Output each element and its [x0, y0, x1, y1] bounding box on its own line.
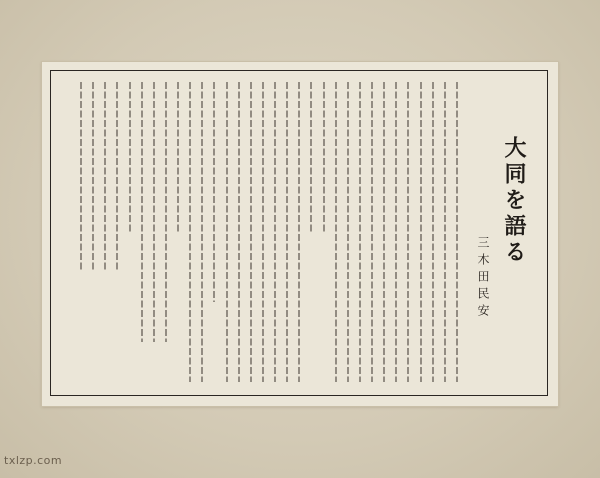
text-column [395, 82, 397, 382]
text-column [226, 82, 228, 382]
text-column [153, 82, 155, 342]
text-column [407, 82, 409, 382]
text-column [444, 82, 446, 382]
text-column [116, 82, 118, 272]
body-text-area [74, 82, 462, 384]
text-column [310, 82, 312, 232]
document-title: 大同を語る [501, 136, 527, 266]
text-column [189, 82, 191, 382]
text-column [420, 82, 422, 382]
text-column [432, 82, 434, 382]
text-column [383, 82, 385, 382]
text-column [80, 82, 82, 272]
text-column [347, 82, 349, 382]
text-column [213, 82, 215, 302]
text-column [250, 82, 252, 382]
text-column [274, 82, 276, 382]
text-column [371, 82, 373, 382]
text-column [177, 82, 179, 232]
text-column [456, 82, 458, 382]
text-column [359, 82, 361, 382]
text-column [165, 82, 167, 342]
document-author: 三木田民安 [476, 236, 490, 321]
text-column [335, 82, 337, 382]
watermark-text: txlzp.com [4, 454, 63, 467]
text-column [129, 82, 131, 232]
text-column [92, 82, 94, 272]
text-column [323, 82, 325, 232]
text-column [201, 82, 203, 382]
text-column [286, 82, 288, 382]
text-column [298, 82, 300, 382]
text-column [104, 82, 106, 272]
text-column [262, 82, 264, 382]
text-column [141, 82, 143, 342]
text-column [238, 82, 240, 382]
